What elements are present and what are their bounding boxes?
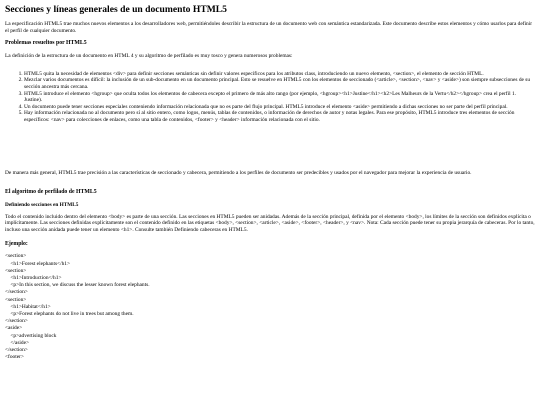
code-line: <h1>Habitat</h1> — [5, 303, 51, 310]
code-line: <h1>Introduction</h1> — [5, 275, 62, 282]
algorithm-heading: El algoritmo de perfilado de HTML5 — [5, 189, 97, 196]
code-line: <section> — [5, 296, 27, 303]
list-item: 5. Hay información relacionada no al documento pero sí al sitio entero, como logos, menús, tablas de contenidos, o información de derechos de autor y notas legales. Para ese propósito, HTML5 introduce tres elementos de sección específicos: <nav> para colecciones de enlaces, como una tabla de contenidos, <footer> y <header> información relacionada con el sitio. — [24, 110, 535, 123]
problems-description: La definición de la estructura de un documento en HTML 4 y su algoritmo de perfilado es muy tosco y genera numerosos problemas: — [5, 53, 293, 60]
code-line: </aside> — [5, 339, 30, 346]
list-item: 2. Mezclar varios documentos es difícil: la inclusión de un sub-documento en un documento principal. Esto se resuelve en HTML5 con los elementos de seccionado (<article>, <section>, <nav> y <aside>) son siempre subsecciones de su sección ancestra más cercana. — [24, 77, 535, 90]
list-item: 1. HTML5 quita la necesidad de elementos <div> para definir secciones semánticas sin definir valores específicos para los atributos class, introduciendo un nuevo elemento, <section>, el elemento de sección HTML. — [24, 71, 535, 78]
code-line: </section> — [5, 289, 28, 296]
code-line: <section> — [5, 267, 27, 274]
code-line: <aside> — [5, 325, 23, 332]
code-line: </section> — [5, 347, 28, 354]
defining-paragraph: Todo el contenido incluido dentro del elemento <body> es parte de una sección. Las secciones en HTML5 pueden ser anidadas. Además de la sección principal, definida por el elemento <body>, los límites de la sección son definidos explícita o implícitamente. Las secciones definidas explícitamente son el contenido definido en las etiquetas <body>, <section>, <article>, <aside>, <footer>, <header>, y <nav>. Nota: Cada sección puede tener su propia jerarquía de cabeceras. Por lo tanto, incluso una sección anidada puede tener un elemento <h1>. Consulte también Definiendo cabeceras en HTML5. — [5, 213, 535, 233]
list-item: 4. Un documento puede tener secciones especiales conteniendo información relacionada que no es parte del flujo principal. HTML5 introduce el elemento <aside> permitiendo a dichas secciones no ser parte del perfil principal. — [24, 104, 535, 111]
page-title: Secciones y líneas generales de un documento HTML5 — [5, 4, 227, 15]
intro-paragraph: La especificación HTML5 trae muchos nuevos elementos a los desarrolladores web, permitiéndoles describir la estructura de un documento web con semántica estandarizada. Este documento describe estos elementos y cómo usarlos para definir el perfil de cualquier documento. — [5, 21, 533, 34]
problems-heading: Problemas resueltos por HTML5 — [5, 40, 87, 47]
general-paragraph: De manera más general, HTML5 trae precisión a las características de seccionado y cabecera, permitiendo a los perfiles de documento ser predecibles y usados por el navegador para mejorar la experiencia de usuario. — [5, 169, 472, 176]
code-example — [5, 253, 535, 361]
code-line: </section> — [5, 318, 28, 325]
example-heading: Ejemplo: — [5, 241, 28, 248]
problems-list — [5, 71, 535, 124]
defining-sections-heading: Definiendo secciones en HTML5 — [5, 202, 79, 209]
code-line: <p>advertising block — [5, 332, 57, 339]
code-line: <section> — [5, 253, 27, 260]
list-item: 3. HTML5 introduce el elemento <hgroup> que oculta todos los elementos de cabecera excepto el primero de más alto rango (por ejemplo, <hgroup><h1>Justine</h1><h2>Les Malheurs de la Vertu</h2></hgroup> crea el perfil 1. Justine). — [24, 91, 535, 104]
code-line: <p>In this section, we discuss the lesser known forest elephants. — [5, 282, 150, 289]
code-line: <h1>Forest elephants</h1> — [5, 260, 71, 267]
code-line: <footer> — [5, 354, 24, 361]
code-line: <p>Forest elephants do not live in trees but among them. — [5, 311, 134, 318]
